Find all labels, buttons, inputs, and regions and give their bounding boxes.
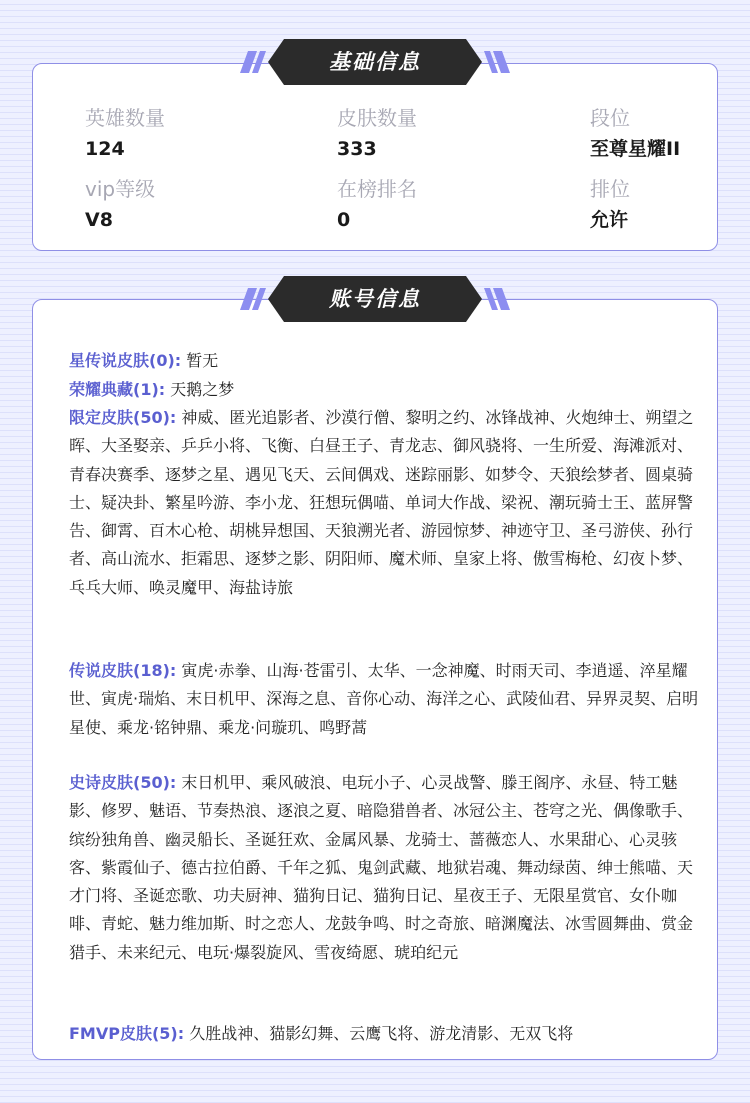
stat-value: 至尊星耀II: [590, 138, 681, 160]
skin-section-fmvp: [69, 1020, 699, 1048]
stat-label: vip等级: [85, 177, 156, 201]
skin-section-star-legend: [69, 347, 699, 375]
skin-category-label: FMVP皮肤(5):: [69, 1024, 185, 1043]
stat-value: 允许: [590, 209, 629, 231]
stat-value: 333: [337, 138, 377, 160]
account-info-title: 账号信息: [329, 287, 421, 311]
stat-value: 124: [85, 138, 125, 160]
basic-info-card: [32, 63, 718, 251]
skin-list: 天鹅之梦: [170, 380, 235, 399]
skin-category-label: 传说皮肤(18):: [69, 661, 177, 680]
account-info-card: [32, 299, 718, 1060]
stat-vip-level: [85, 177, 155, 232]
stat-label: 英雄数量: [85, 106, 165, 130]
skin-section-epic: [69, 769, 699, 967]
stat-label: 段位: [590, 106, 630, 130]
skin-list: 末日机甲、乘风破浪、电玩小子、心灵战警、滕王阁序、永昼、特工魅影、修罗、魅语、节奏热浪、逐浪之夏、暗隐猎兽者、冰冠公主、苍穹之光、偶像歌手、缤纷独角兽、幽灵船长、圣诞狂欢、金属风暴、龙骑士、蔷薇恋人、水果甜心、心灵骇客、紫霞仙子、德古拉伯爵、千年之狐、鬼剑武藏、地狱岩魂、舞动绿茵、绅士熊喵、天才门将、圣诞恋歌、功夫厨神、猫狗日记、猫狗日记、星夜王子、无限星赏官、女仆咖啡、青蛇、魅力维加斯、时之恋人、龙鼓争鸣、时之奇旅、暗渊魔法、冰雪圆舞曲、赏金猎手、未来纪元、电玩·爆裂旋风、雪夜绮愿、琥珀纪元: [69, 773, 694, 962]
stat-rank-tier: [590, 106, 680, 161]
stat-skin-count: [337, 106, 417, 161]
stat-label: 皮肤数量: [337, 106, 417, 130]
stat-value: V8: [85, 209, 113, 231]
skin-category-label: 限定皮肤(50):: [69, 408, 177, 427]
stat-hero-count: [85, 106, 165, 161]
basic-info-title-banner: [240, 39, 510, 85]
skin-list: 暂无: [186, 351, 219, 370]
stat-label: 在榜排名: [337, 177, 417, 201]
stat-label: 排位: [590, 177, 630, 201]
stat-value: 0: [337, 209, 351, 231]
skin-section-limited: [69, 404, 699, 602]
basic-info-title: 基础信息: [329, 50, 421, 74]
skin-list: 寅虎·赤拳、山海·苍雷引、太华、一念神魔、时雨天司、李逍遥、淬星耀世、寅虎·瑞焰、末日机甲、深海之息、音你心动、海洋之心、武陵仙君、异界灵契、启明星使、乘龙·铭钟鼎、乘龙·问璇玑、鸣野蒿: [69, 661, 699, 737]
skin-section-legend: [69, 657, 699, 742]
skin-list: 神威、匿光追影者、沙漠行僧、黎明之约、冰锋战神、火炮绅士、朔望之晖、大圣娶亲、乒乒小将、飞衡、白昼王子、青龙志、御风骁将、一生所爱、海滩派对、青春决赛季、逐梦之星、遇见飞天、云间偶戏、迷踪丽影、如梦令、天狼绘梦者、圆桌骑士、疑决卦、繁星吟游、李小龙、狂想玩偶喵、单词大作战、梁祝、潮玩骑士王、蓝屏警告、御霄、百木心枪、胡桃异想国、天狼溯光者、游园惊梦、神迹守卫、圣弓游侠、孙行者、高山流水、拒霜思、逐梦之影、阴阳师、魔术师、皇家上将、傲雪梅枪、幻夜卜梦、乓乓大师、唤灵魔甲、海盐诗旅: [69, 408, 694, 597]
skin-category-label: 荣耀典藏(1):: [69, 380, 166, 399]
account-info-title-banner: [240, 276, 510, 322]
skin-category-label: 史诗皮肤(50):: [69, 773, 177, 792]
stat-leaderboard-rank: [337, 177, 417, 232]
stat-ranked-mode: [590, 177, 630, 232]
skin-list: 久胜战神、猫影幻舞、云鹰飞将、游龙清影、无双飞将: [189, 1024, 574, 1043]
skin-section-glory-collection: [69, 376, 699, 404]
skin-category-label: 星传说皮肤(0):: [69, 351, 182, 370]
